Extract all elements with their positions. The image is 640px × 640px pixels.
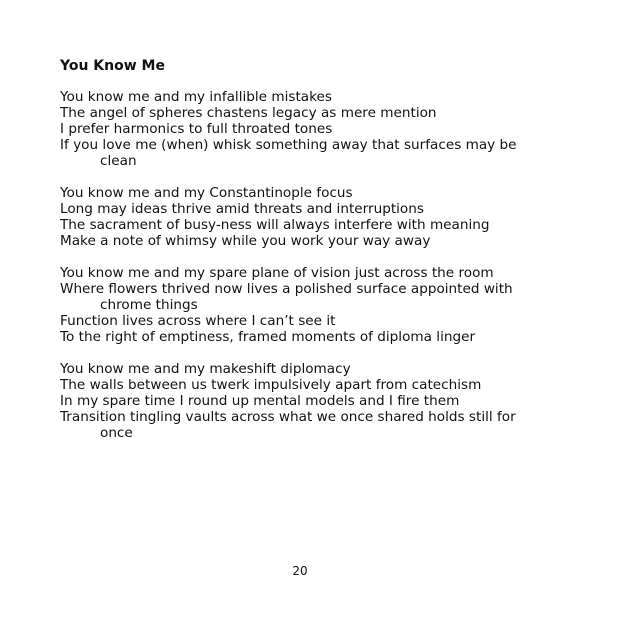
poem-line: Transition tingling vaults across what we once shared holds still for once: [60, 409, 530, 441]
poem-line: To the right of emptiness, framed moments of diploma linger: [60, 329, 476, 345]
poem-line: You know me and my makeshift diplomacy: [60, 361, 351, 377]
stanza-4: [60, 361, 530, 441]
poem-line: Long may ideas thrive amid threats and interruptions: [60, 201, 424, 217]
poem-line: I prefer harmonics to full throated tones: [60, 121, 333, 137]
poem-line-continuation: clean: [100, 153, 137, 169]
poem-line: In my spare time I round up mental models and I fire them: [60, 393, 460, 409]
stanza-2: [60, 185, 530, 249]
poem-line: The sacrament of busy-ness will always interfere with meaning: [60, 217, 490, 233]
poem-line: Where flowers thrived now lives a polished surface appointed with chrome things: [60, 281, 530, 313]
poem-line: You know me and my Constantinople focus: [60, 185, 353, 201]
poem-line: You know me and my infallible mistakes: [60, 89, 332, 105]
poem-line: Function lives across where I can’t see it: [60, 313, 336, 329]
poem-line: The walls between us twerk impulsively apart from catechism: [60, 377, 482, 393]
poem-body: [60, 89, 530, 457]
page-number: 20: [292, 564, 308, 578]
poem-line: Make a note of whimsy while you work your way away: [60, 233, 431, 249]
poem-title: You Know Me: [60, 58, 165, 74]
poem-line: The angel of spheres chastens legacy as mere mention: [60, 105, 437, 121]
poem-line-continuation: once: [100, 425, 133, 441]
stanza-3: [60, 265, 530, 345]
poem-line: You know me and my spare plane of vision just across the room: [60, 265, 494, 281]
stanza-1: [60, 89, 530, 169]
poem-line: If you love me (when) whisk something away that surfaces may be clean: [60, 137, 530, 169]
poem-line-continuation: chrome things: [100, 297, 198, 313]
